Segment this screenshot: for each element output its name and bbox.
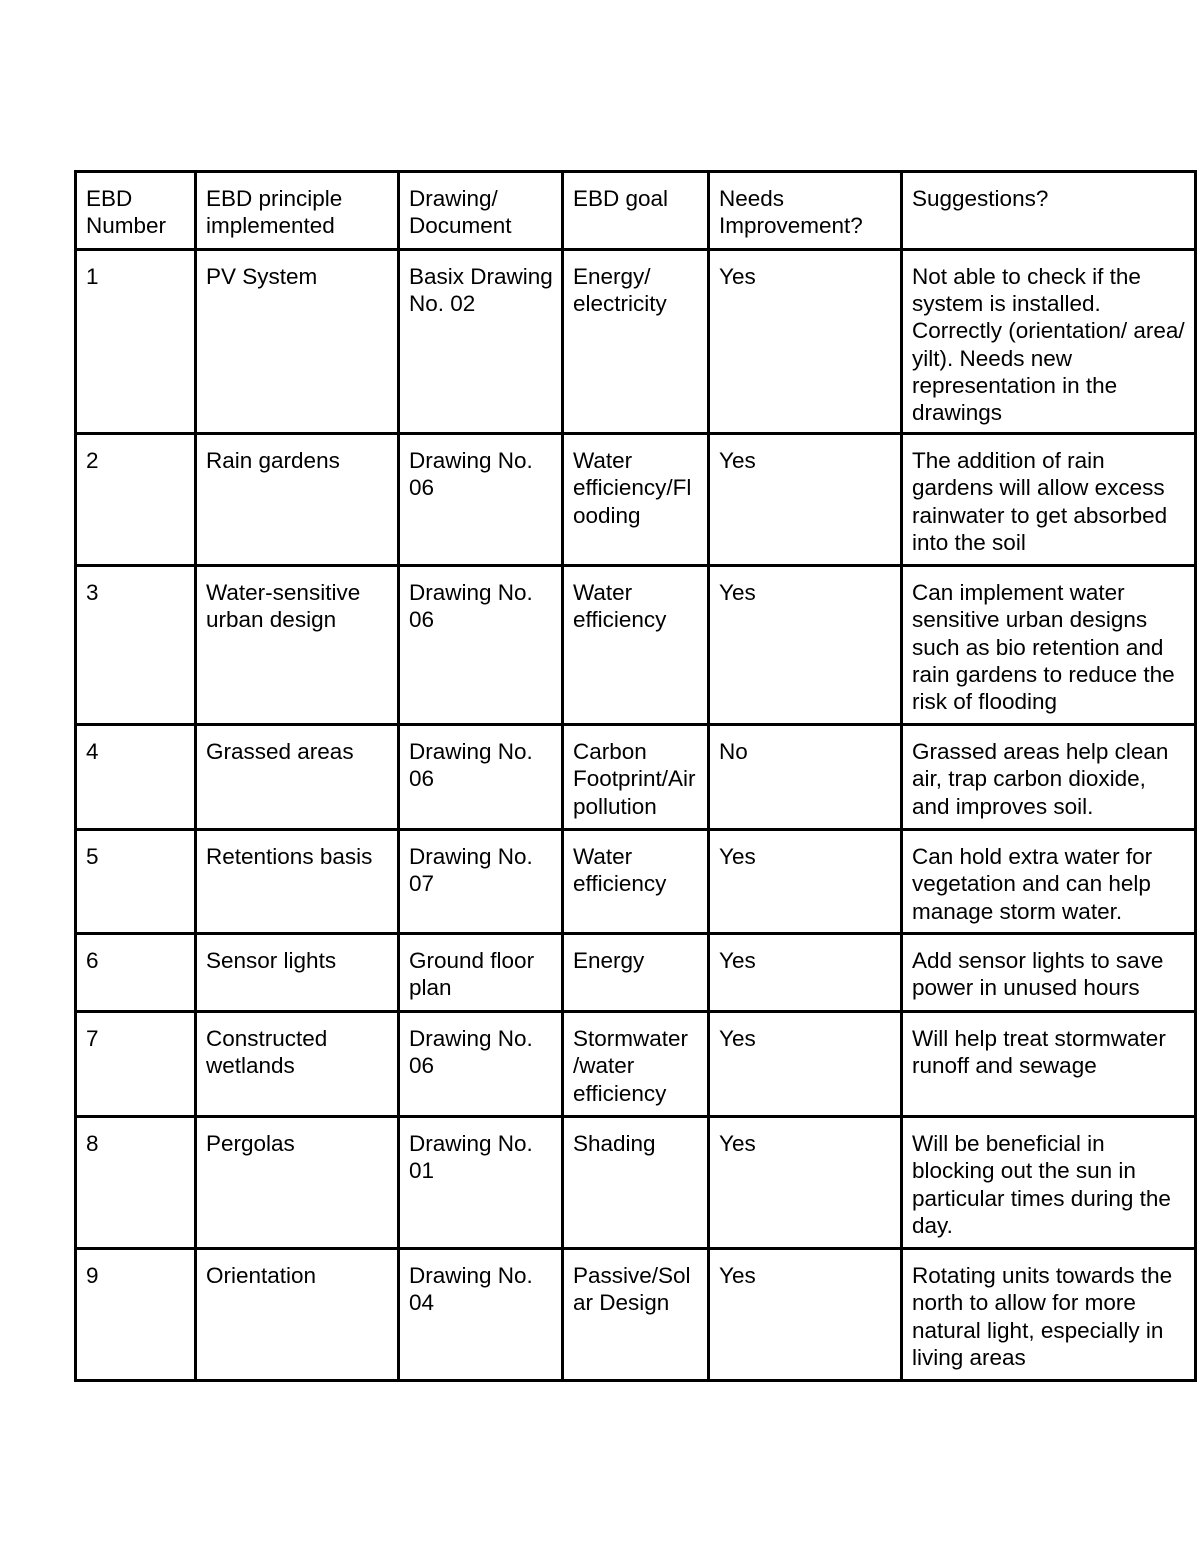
cell-needs-improvement: Yes bbox=[709, 434, 902, 566]
cell-ebd-goal: Energy/ electricity bbox=[563, 250, 709, 434]
cell-needs-improvement: Yes bbox=[709, 830, 902, 934]
cell-suggestions: Rotating units towards the north to allow for more natural light, especially in living areas bbox=[902, 1249, 1196, 1381]
cell-drawing-document: Drawing No. 07 bbox=[399, 830, 563, 934]
header-needs-improvement: Needs Improvement? bbox=[709, 172, 902, 250]
cell-ebd-principle: Water-sensitive urban design bbox=[196, 566, 399, 725]
header-ebd-principle: EBD principle implemented bbox=[196, 172, 399, 250]
cell-suggestions: Can implement water sensitive urban designs such as bio retention and rain gardens to reduce the risk of flooding bbox=[902, 566, 1196, 725]
cell-ebd-goal: Water efficiency/Flooding bbox=[563, 434, 709, 566]
cell-ebd-principle: Rain gardens bbox=[196, 434, 399, 566]
cell-suggestions: Add sensor lights to save power in unused hours bbox=[902, 934, 1196, 1012]
cell-drawing-document: Drawing No. 06 bbox=[399, 1012, 563, 1117]
cell-needs-improvement: Yes bbox=[709, 1012, 902, 1117]
header-drawing-document: Drawing/ Document bbox=[399, 172, 563, 250]
cell-ebd-number: 4 bbox=[76, 725, 196, 830]
cell-ebd-number: 5 bbox=[76, 830, 196, 934]
cell-ebd-number: 6 bbox=[76, 934, 196, 1012]
table-row bbox=[76, 1117, 1196, 1249]
table-header-row bbox=[76, 172, 1196, 250]
cell-ebd-principle: Orientation bbox=[196, 1249, 399, 1381]
cell-ebd-principle: Retentions basis bbox=[196, 830, 399, 934]
table-row bbox=[76, 1249, 1196, 1381]
cell-needs-improvement: Yes bbox=[709, 1117, 902, 1249]
header-ebd-goal: EBD goal bbox=[563, 172, 709, 250]
cell-drawing-document: Drawing No. 04 bbox=[399, 1249, 563, 1381]
table-row bbox=[76, 434, 1196, 566]
cell-ebd-number: 3 bbox=[76, 566, 196, 725]
table-row bbox=[76, 250, 1196, 434]
cell-needs-improvement: Yes bbox=[709, 250, 902, 434]
cell-ebd-goal: Energy bbox=[563, 934, 709, 1012]
cell-suggestions: Can hold extra water for vegetation and can help manage storm water. bbox=[902, 830, 1196, 934]
cell-drawing-document: Drawing No. 06 bbox=[399, 434, 563, 566]
cell-ebd-goal: Stormwater /water efficiency bbox=[563, 1012, 709, 1117]
cell-needs-improvement: Yes bbox=[709, 566, 902, 725]
table-row bbox=[76, 830, 1196, 934]
cell-ebd-goal: Carbon Footprint/Air pollution bbox=[563, 725, 709, 830]
cell-drawing-document: Drawing No. 06 bbox=[399, 566, 563, 725]
cell-ebd-principle: Pergolas bbox=[196, 1117, 399, 1249]
table-row bbox=[76, 934, 1196, 1012]
table-row bbox=[76, 566, 1196, 725]
cell-suggestions: Not able to check if the system is installed. Correctly (orientation/ area/ yilt). Needs new representation in the drawings bbox=[902, 250, 1196, 434]
cell-ebd-principle: Constructed wetlands bbox=[196, 1012, 399, 1117]
cell-ebd-number: 2 bbox=[76, 434, 196, 566]
cell-suggestions: Grassed areas help clean air, trap carbon dioxide, and improves soil. bbox=[902, 725, 1196, 830]
cell-needs-improvement: Yes bbox=[709, 1249, 902, 1381]
ebd-table bbox=[74, 170, 1197, 1382]
cell-ebd-goal: Passive/Solar Design bbox=[563, 1249, 709, 1381]
cell-drawing-document: Basix Drawing No. 02 bbox=[399, 250, 563, 434]
cell-needs-improvement: Yes bbox=[709, 934, 902, 1012]
cell-suggestions: Will be beneficial in blocking out the sun in particular times during the day. bbox=[902, 1117, 1196, 1249]
table-row bbox=[76, 1012, 1196, 1117]
cell-ebd-goal: Water efficiency bbox=[563, 566, 709, 725]
cell-drawing-document: Ground floor plan bbox=[399, 934, 563, 1012]
cell-suggestions: The addition of rain gardens will allow excess rainwater to get absorbed into the soil bbox=[902, 434, 1196, 566]
cell-needs-improvement: No bbox=[709, 725, 902, 830]
cell-ebd-principle: Grassed areas bbox=[196, 725, 399, 830]
table-row bbox=[76, 725, 1196, 830]
cell-ebd-principle: Sensor lights bbox=[196, 934, 399, 1012]
cell-drawing-document: Drawing No. 06 bbox=[399, 725, 563, 830]
cell-ebd-principle: PV System bbox=[196, 250, 399, 434]
header-ebd-number: EBD Number bbox=[76, 172, 196, 250]
cell-ebd-number: 7 bbox=[76, 1012, 196, 1117]
cell-ebd-goal: Water efficiency bbox=[563, 830, 709, 934]
cell-ebd-number: 9 bbox=[76, 1249, 196, 1381]
cell-ebd-number: 1 bbox=[76, 250, 196, 434]
cell-suggestions: Will help treat stormwater runoff and sewage bbox=[902, 1012, 1196, 1117]
cell-ebd-goal: Shading bbox=[563, 1117, 709, 1249]
cell-ebd-number: 8 bbox=[76, 1117, 196, 1249]
header-suggestions: Suggestions? bbox=[902, 172, 1196, 250]
cell-drawing-document: Drawing No. 01 bbox=[399, 1117, 563, 1249]
